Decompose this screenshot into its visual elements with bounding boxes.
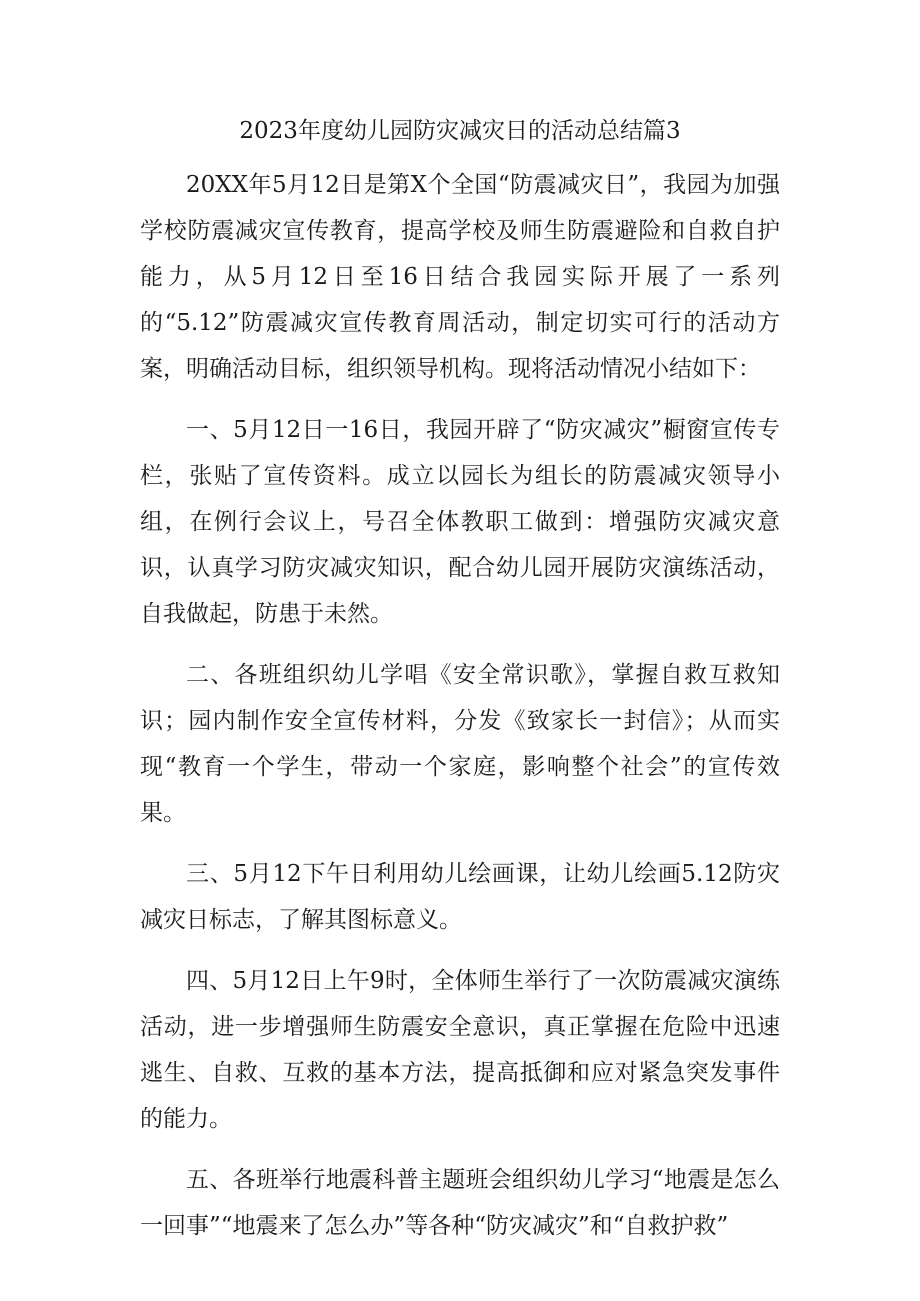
- paragraph-intro: 20XX年5月12日是第X个全国“防震减灾日”，我园为加强学校防震减灾宣传教育，提高学校及师生防震避险和自救自护能力，从5月12日至16日结合我园实际开展了一系列的“5.12”防震减灾宣传教育周活动，制定切实可行的活动方案，明确活动目标，组织领导机构。现将活动情况小结如下：: [140, 172, 780, 382]
- document-body: [140, 162, 780, 1264]
- paragraph-item-5: 五、各班举行地震科普主题班会组织幼儿学习“地震是怎么一回事”“地震来了怎么办”等各种“防灾减灾”和“自救护救”: [140, 1167, 780, 1239]
- document-title: 2023年度幼儿园防灾减灾日的活动总结篇3: [239, 118, 681, 144]
- paragraph-item-1: 一、5月12日一16日，我园开辟了“防灾减灾”橱窗宣传专栏，张贴了宣传资料。成立以园长为组长的防震减灾领导小组，在例行会议上，号召全体教职工做到：增强防灾减灾意识，认真学习防灾减灾知识，配合幼儿园开展防灾演练活动，自我做起，防患于未然。: [140, 417, 780, 627]
- paragraph-item-4: 四、5月12日上午9时，全体师生举行了一次防震减灾演练活动，进一步增强师生防震安全意识，真正掌握在危险中迅速逃生、自救、互救的基本方法，提高抵御和应对紧急突发事件的能力。: [140, 968, 780, 1132]
- paragraph-item-3: 三、5月12下午日利用幼儿绘画课，让幼儿绘画5.12防灾减灾日标志，了解其图标意义。: [140, 861, 780, 933]
- paragraph-item-2: 二、各班组织幼儿学唱《安全常识歌》，掌握自救互救知识；园内制作安全宣传材料，分发《致家长一封信》；从而实现“教育一个学生，带动一个家庭，影响整个社会”的宣传效果。: [140, 662, 780, 826]
